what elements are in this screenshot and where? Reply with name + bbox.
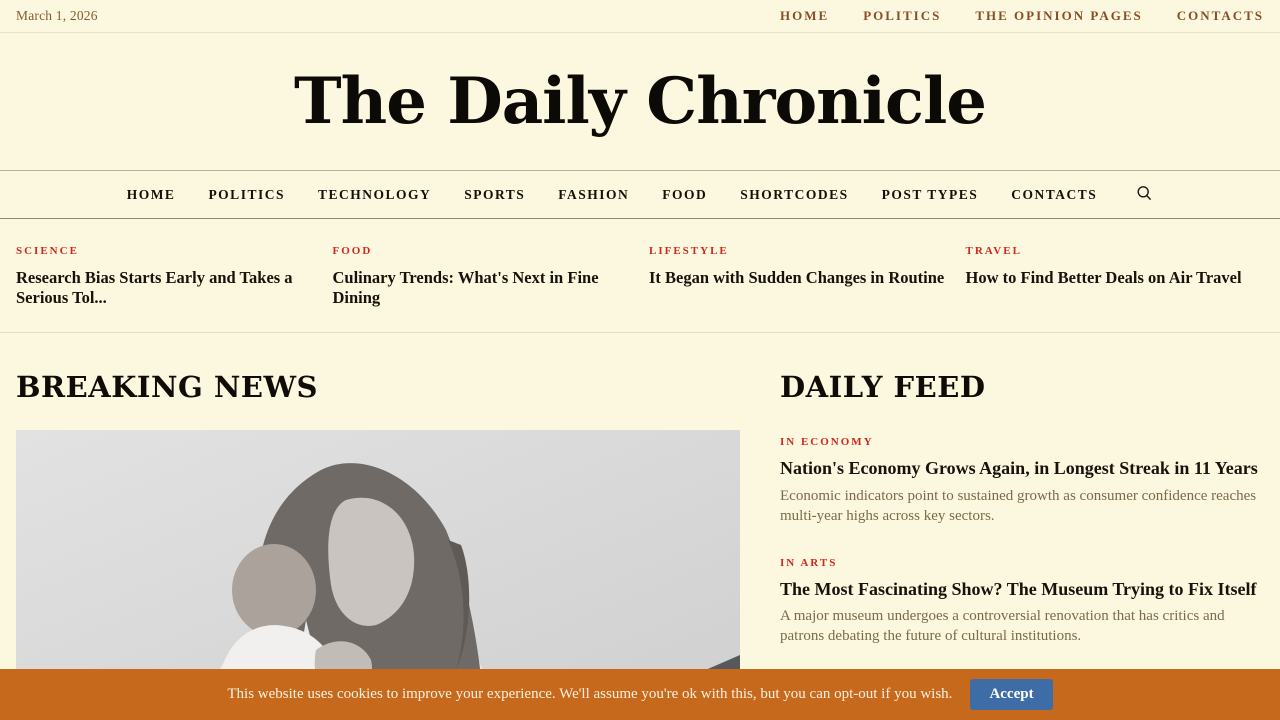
feed-excerpt: A major museum undergoes a controversial renovation that has critics and patrons debating the future of cultural institutions. [780, 608, 1225, 645]
featured-headline[interactable]: Research Bias Starts Early and Takes a Serious Tol... [16, 268, 293, 308]
masthead [0, 33, 1280, 170]
breaking-news-section [16, 333, 740, 720]
category-link-arts[interactable]: IN ARTS [780, 556, 838, 569]
accept-cookies-button[interactable]: Accept [970, 679, 1052, 710]
nav-item-politics[interactable]: POLITICS [208, 186, 285, 202]
feed-excerpt: Economic indicators point to sustained growth as consumer confidence reaches multi-year highs across key sectors. [780, 487, 1257, 524]
nav-item-contacts[interactable]: CONTACTS [1011, 186, 1098, 202]
photo-baby-head [232, 544, 316, 636]
cookie-consent-bar [0, 669, 1280, 720]
feed-headline[interactable]: Nation's Economy Grows Again, in Longest Streak in 11 Years [780, 458, 1258, 479]
top-bar [0, 0, 1280, 33]
category-link-food[interactable]: FOOD [332, 245, 373, 257]
featured-strip [0, 219, 1280, 333]
nav-item-sports[interactable]: SPORTS [464, 186, 526, 202]
top-nav-home[interactable]: HOME [780, 8, 830, 23]
breaking-news-heading: BREAKING NEWS [16, 370, 318, 405]
cookie-message: This website uses cookies to improve your experience. We'll assume you're ok with this, but you can opt-out if you wish. [227, 686, 953, 702]
nav-item-post-types[interactable]: POST TYPES [881, 186, 979, 202]
daily-feed-section [780, 333, 1264, 720]
featured-card-science [16, 241, 315, 308]
top-nav-politics[interactable]: POLITICS [863, 8, 942, 23]
category-link-economy[interactable]: IN ECONOMY [780, 436, 874, 449]
category-link-travel[interactable]: TRAVEL [965, 245, 1022, 257]
top-nav [780, 8, 1264, 24]
featured-card-lifestyle [649, 241, 948, 308]
featured-card-travel [966, 241, 1265, 308]
featured-card-food [333, 241, 632, 308]
nav-item-home[interactable]: HOME [126, 186, 176, 202]
nav-item-technology[interactable]: TECHNOLOGY [317, 186, 432, 202]
nav-item-fashion[interactable]: FASHION [558, 186, 630, 202]
search-icon [1136, 185, 1153, 205]
top-nav-contacts[interactable]: CONTACTS [1176, 8, 1264, 23]
daily-feed-heading: DAILY FEED [780, 370, 986, 405]
main-content [0, 333, 1280, 720]
main-nav [0, 170, 1280, 219]
featured-headline[interactable]: How to Find Better Deals on Air Travel [965, 268, 1242, 287]
top-nav-opinion-pages[interactable]: THE OPINION PAGES [975, 8, 1143, 23]
feed-headline[interactable]: The Most Fascinating Show? The Museum Trying to Fix Itself [780, 578, 1257, 599]
feed-item-economy [780, 432, 1264, 526]
featured-headline[interactable]: Culinary Trends: What's Next in Fine Dining [332, 268, 599, 308]
current-date: March 1, 2026 [16, 8, 98, 23]
category-link-lifestyle[interactable]: LIFESTYLE [649, 245, 729, 257]
nav-item-food[interactable]: FOOD [662, 186, 708, 202]
feed-item-arts [780, 553, 1264, 647]
nav-item-shortcodes[interactable]: SHORTCODES [740, 186, 849, 202]
site-title[interactable]: The Daily Chronicle [294, 64, 986, 139]
search-button[interactable] [1136, 185, 1153, 205]
category-link-science[interactable]: SCIENCE [16, 245, 79, 257]
featured-headline[interactable]: It Began with Sudden Changes in Routine [649, 268, 945, 287]
